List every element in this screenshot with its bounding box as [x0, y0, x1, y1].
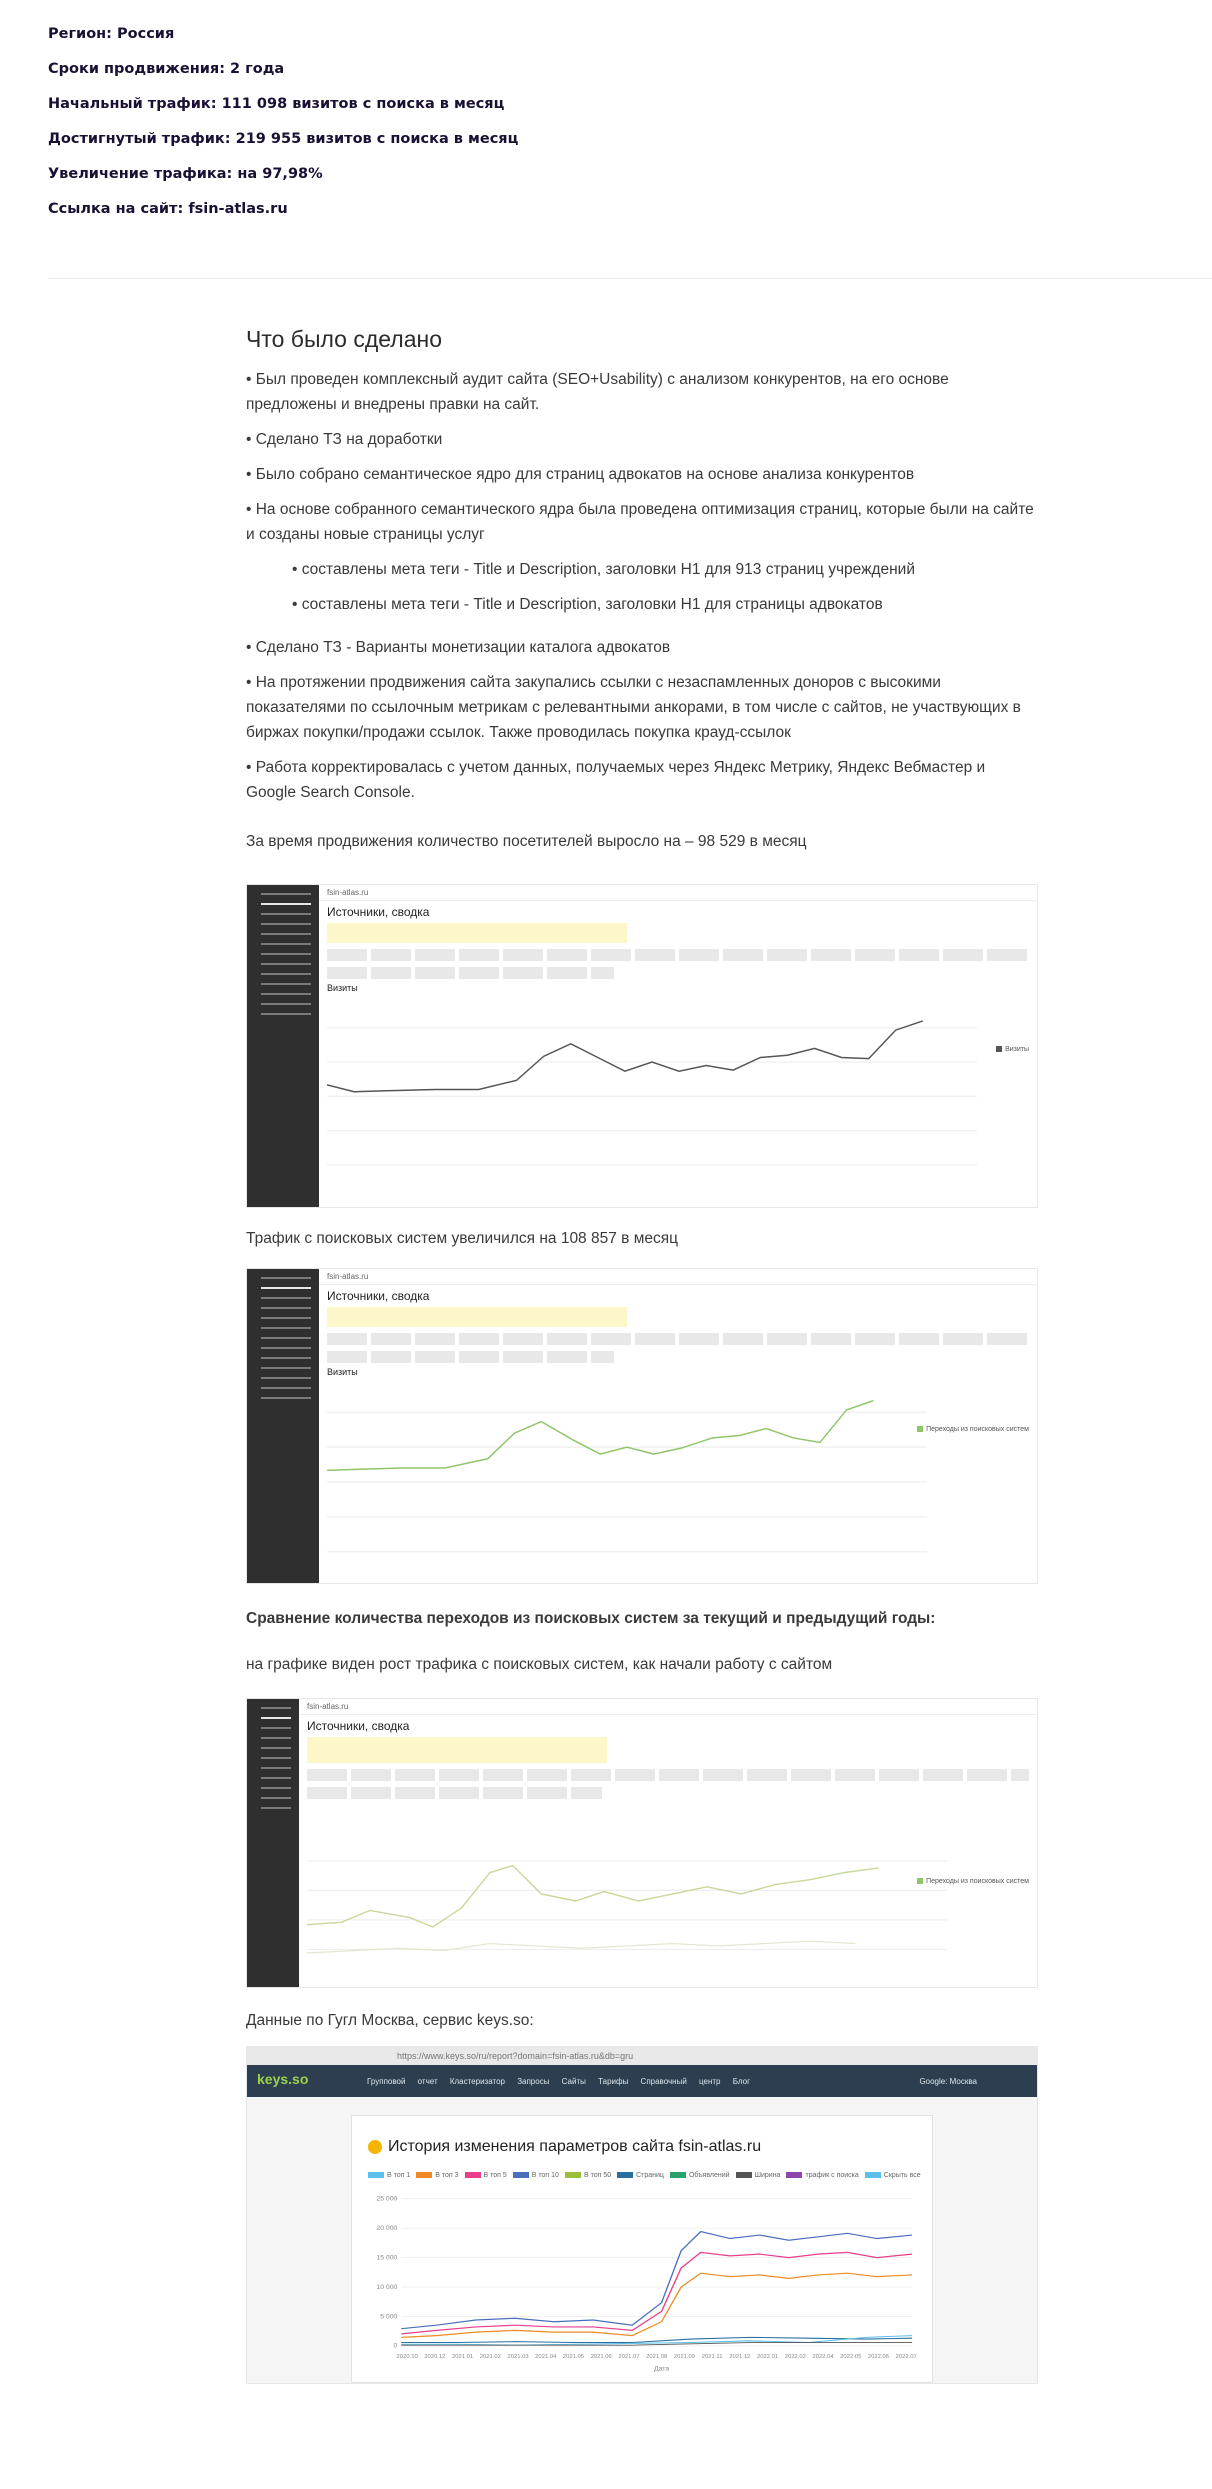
caption-keys: Данные по Гугл Москва, сервис keys.so: — [246, 2012, 534, 2029]
sub-list-item: • составлены мета теги - Title и Description, заголовки H1 для 913 страниц учреждений — [292, 561, 915, 578]
keys-legend-item[interactable]: Страниц — [617, 2172, 664, 2179]
keys-legend-item[interactable]: Скрыть все — [865, 2172, 921, 2179]
divider — [48, 278, 1212, 279]
site-link-row — [48, 199, 518, 234]
keys-legend-item[interactable]: Объявлений — [670, 2172, 730, 2179]
keys-legend-item[interactable]: Ширина — [736, 2172, 781, 2179]
keys-legend-item[interactable]: В топ 50 — [565, 2172, 611, 2179]
metrika-notice — [327, 923, 627, 943]
project-summary — [48, 24, 518, 234]
keys-y-tick: 0 — [393, 2343, 398, 2350]
metrika-search-chart — [327, 1389, 927, 1575]
keys-history-chart — [368, 2190, 916, 2372]
keys-x-tick: 2021.08 — [646, 2354, 668, 2361]
section-title: Что было сделано — [246, 326, 443, 352]
keys-x-tick: 2022.02 — [784, 2354, 806, 2361]
keys-x-tick: 2022.06 — [867, 2354, 890, 2361]
keys-x-tick: 2021.01 — [452, 2354, 474, 2361]
keys-x-tick: 2022.07 — [895, 2354, 916, 2361]
start-traffic: Начальный трафик: 111 098 визитов с поиска в месяц — [48, 96, 505, 112]
keys-logo: keys.so — [257, 2071, 309, 2087]
keys-x-tick: 2022.01 — [756, 2354, 779, 2361]
browser-address-bar[interactable]: https://www.keys.so/ru/report?domain=fsin-atlas.ru&db=gru — [247, 2047, 1037, 2065]
metrika-visits-chart — [327, 1005, 977, 1199]
keys-legend-item[interactable]: В топ 10 — [513, 2172, 559, 2179]
keys-x-tick: 2021.06 — [590, 2354, 612, 2361]
keys-nav[interactable]: Групповой отчет Кластеризатор Запросы Сайты Тарифы Справочный центр Блог — [367, 2077, 750, 2086]
keys-y-tick: 25 000 — [376, 2195, 398, 2203]
keys-y-tick: 5 000 — [380, 2313, 398, 2321]
site-link[interactable]: fsin-atlas.ru — [188, 201, 288, 217]
compare-title: Сравнение количества переходов из поисковых систем за текущий и предыдущий годы: — [246, 1610, 936, 1627]
keys-legend-item[interactable]: трафик с поиска — [786, 2172, 858, 2179]
keys-header — [247, 2047, 1037, 2097]
metrika-segment — [327, 967, 614, 979]
keys-y-tick: 15 000 — [376, 2254, 398, 2262]
metrika-filters — [327, 949, 1029, 961]
metrika-title: Источники, сводка — [327, 905, 430, 919]
keys-x-tick: 2021.07 — [618, 2354, 640, 2361]
metrika-sidebar — [247, 885, 319, 1207]
keys-screenshot — [246, 2046, 1038, 2384]
metrika-screenshot-search: fsin-atlas.ru Источники, сводка Визиты Переходы из поисковых систем — [246, 1268, 1038, 1584]
keys-history-title: История изменения параметров сайта fsin-atlas.ru — [368, 2138, 761, 2156]
region: Регион: Россия — [48, 26, 175, 42]
keys-x-tick: 2021.02 — [479, 2354, 501, 2361]
keys-legend-item[interactable]: В топ 5 — [465, 2172, 507, 2179]
caption-search: Трафик с поисковых систем увеличился на 108 857 в месяц — [246, 1230, 678, 1247]
keys-x-tick: 2021.05 — [562, 2354, 585, 2361]
keys-x-label: Дата — [653, 2365, 670, 2372]
caption-visitors: За время продвижения количество посетителей выросло на – 98 529 в месяц — [246, 833, 807, 850]
keys-history-card — [351, 2115, 933, 2383]
keys-legend-item[interactable]: В топ 3 — [416, 2172, 458, 2179]
case-content — [246, 326, 1038, 864]
list-item: • Было собрано семантическое ядро для страниц адвокатов на основе анализа конкурентов — [246, 466, 915, 483]
list-item: • На основе собранного семантического ядра была проведена оптимизация страниц, которые были на сайте и созданы новые страницы услуг — [246, 501, 1034, 543]
keys-y-tick: 10 000 — [376, 2284, 398, 2291]
keys-x-tick: 2021.04 — [535, 2354, 557, 2361]
list-item: • Сделано ТЗ - Варианты монетизации каталога адвокатов — [246, 639, 671, 656]
list-item: • На протяжении продвижения сайта закупались ссылки с незаспамленных доноров с высокими показателями по ссылочным метрикам с релевантными анкорами, в том числе с сайтов, не участвующих в биржах покупки/продажи ссылок. Также проводилась покупка крауд-ссылок — [246, 674, 1021, 741]
keys-x-tick: 2022.04 — [812, 2354, 834, 2361]
metrika-site: fsin-atlas.ru — [319, 885, 1037, 901]
metrika-visits-label: Визиты — [327, 983, 358, 993]
sub-list-item: • составлены мета теги - Title и Description, заголовки H1 для страницы адвокатов — [292, 596, 883, 613]
metrika-compare-chart — [307, 1849, 947, 1979]
reached-traffic: Достигнутый трафик: 219 955 визитов с поиска в месяц — [48, 131, 519, 147]
keys-badge-icon — [368, 2140, 382, 2154]
keys-x-tick: 2020.10 — [396, 2354, 418, 2361]
keys-x-tick: 2020.12 — [424, 2354, 446, 2361]
keys-y-tick: 20 000 — [376, 2225, 398, 2232]
list-item: • Сделано ТЗ на доработки — [246, 431, 443, 448]
list-item: • Был проведен комплексный аудит сайта (SEO+Usability) с анализом конкурентов, на его основе предложены и внедрены правки на сайт. — [246, 371, 949, 413]
metrika-legend: Визиты — [996, 1046, 1029, 1053]
keys-legend — [368, 2172, 921, 2182]
keys-x-tick: 2021.03 — [507, 2354, 529, 2361]
keys-x-tick: 2021.09 — [673, 2354, 695, 2361]
compare-text: на графике виден рост трафика с поисковых систем, как начали работу с сайтом — [246, 1656, 833, 1673]
metrika-screenshot-compare: fsin-atlas.ru Источники, сводка Переходы из поисковых систем — [246, 1698, 1038, 1988]
term: Сроки продвижения: 2 года — [48, 61, 285, 77]
keys-x-tick: 2022.05 — [840, 2354, 862, 2361]
traffic-growth: Увеличение трафика: на 97,98% — [48, 166, 323, 182]
keys-region: Google: Москва — [919, 2077, 977, 2086]
metrika-screenshot-visits — [246, 884, 1038, 1208]
keys-legend-item[interactable]: В топ 1 — [368, 2172, 410, 2179]
site-link-label: Ссылка на сайт: — [48, 201, 184, 217]
keys-x-tick: 2021.12 — [729, 2354, 751, 2361]
list-item: • Работа корректировалась с учетом данных, получаемых через Яндекс Метрику, Яндекс Вебмастер и Google Search Console. — [246, 759, 986, 801]
keys-x-tick: 2021.11 — [701, 2354, 723, 2361]
